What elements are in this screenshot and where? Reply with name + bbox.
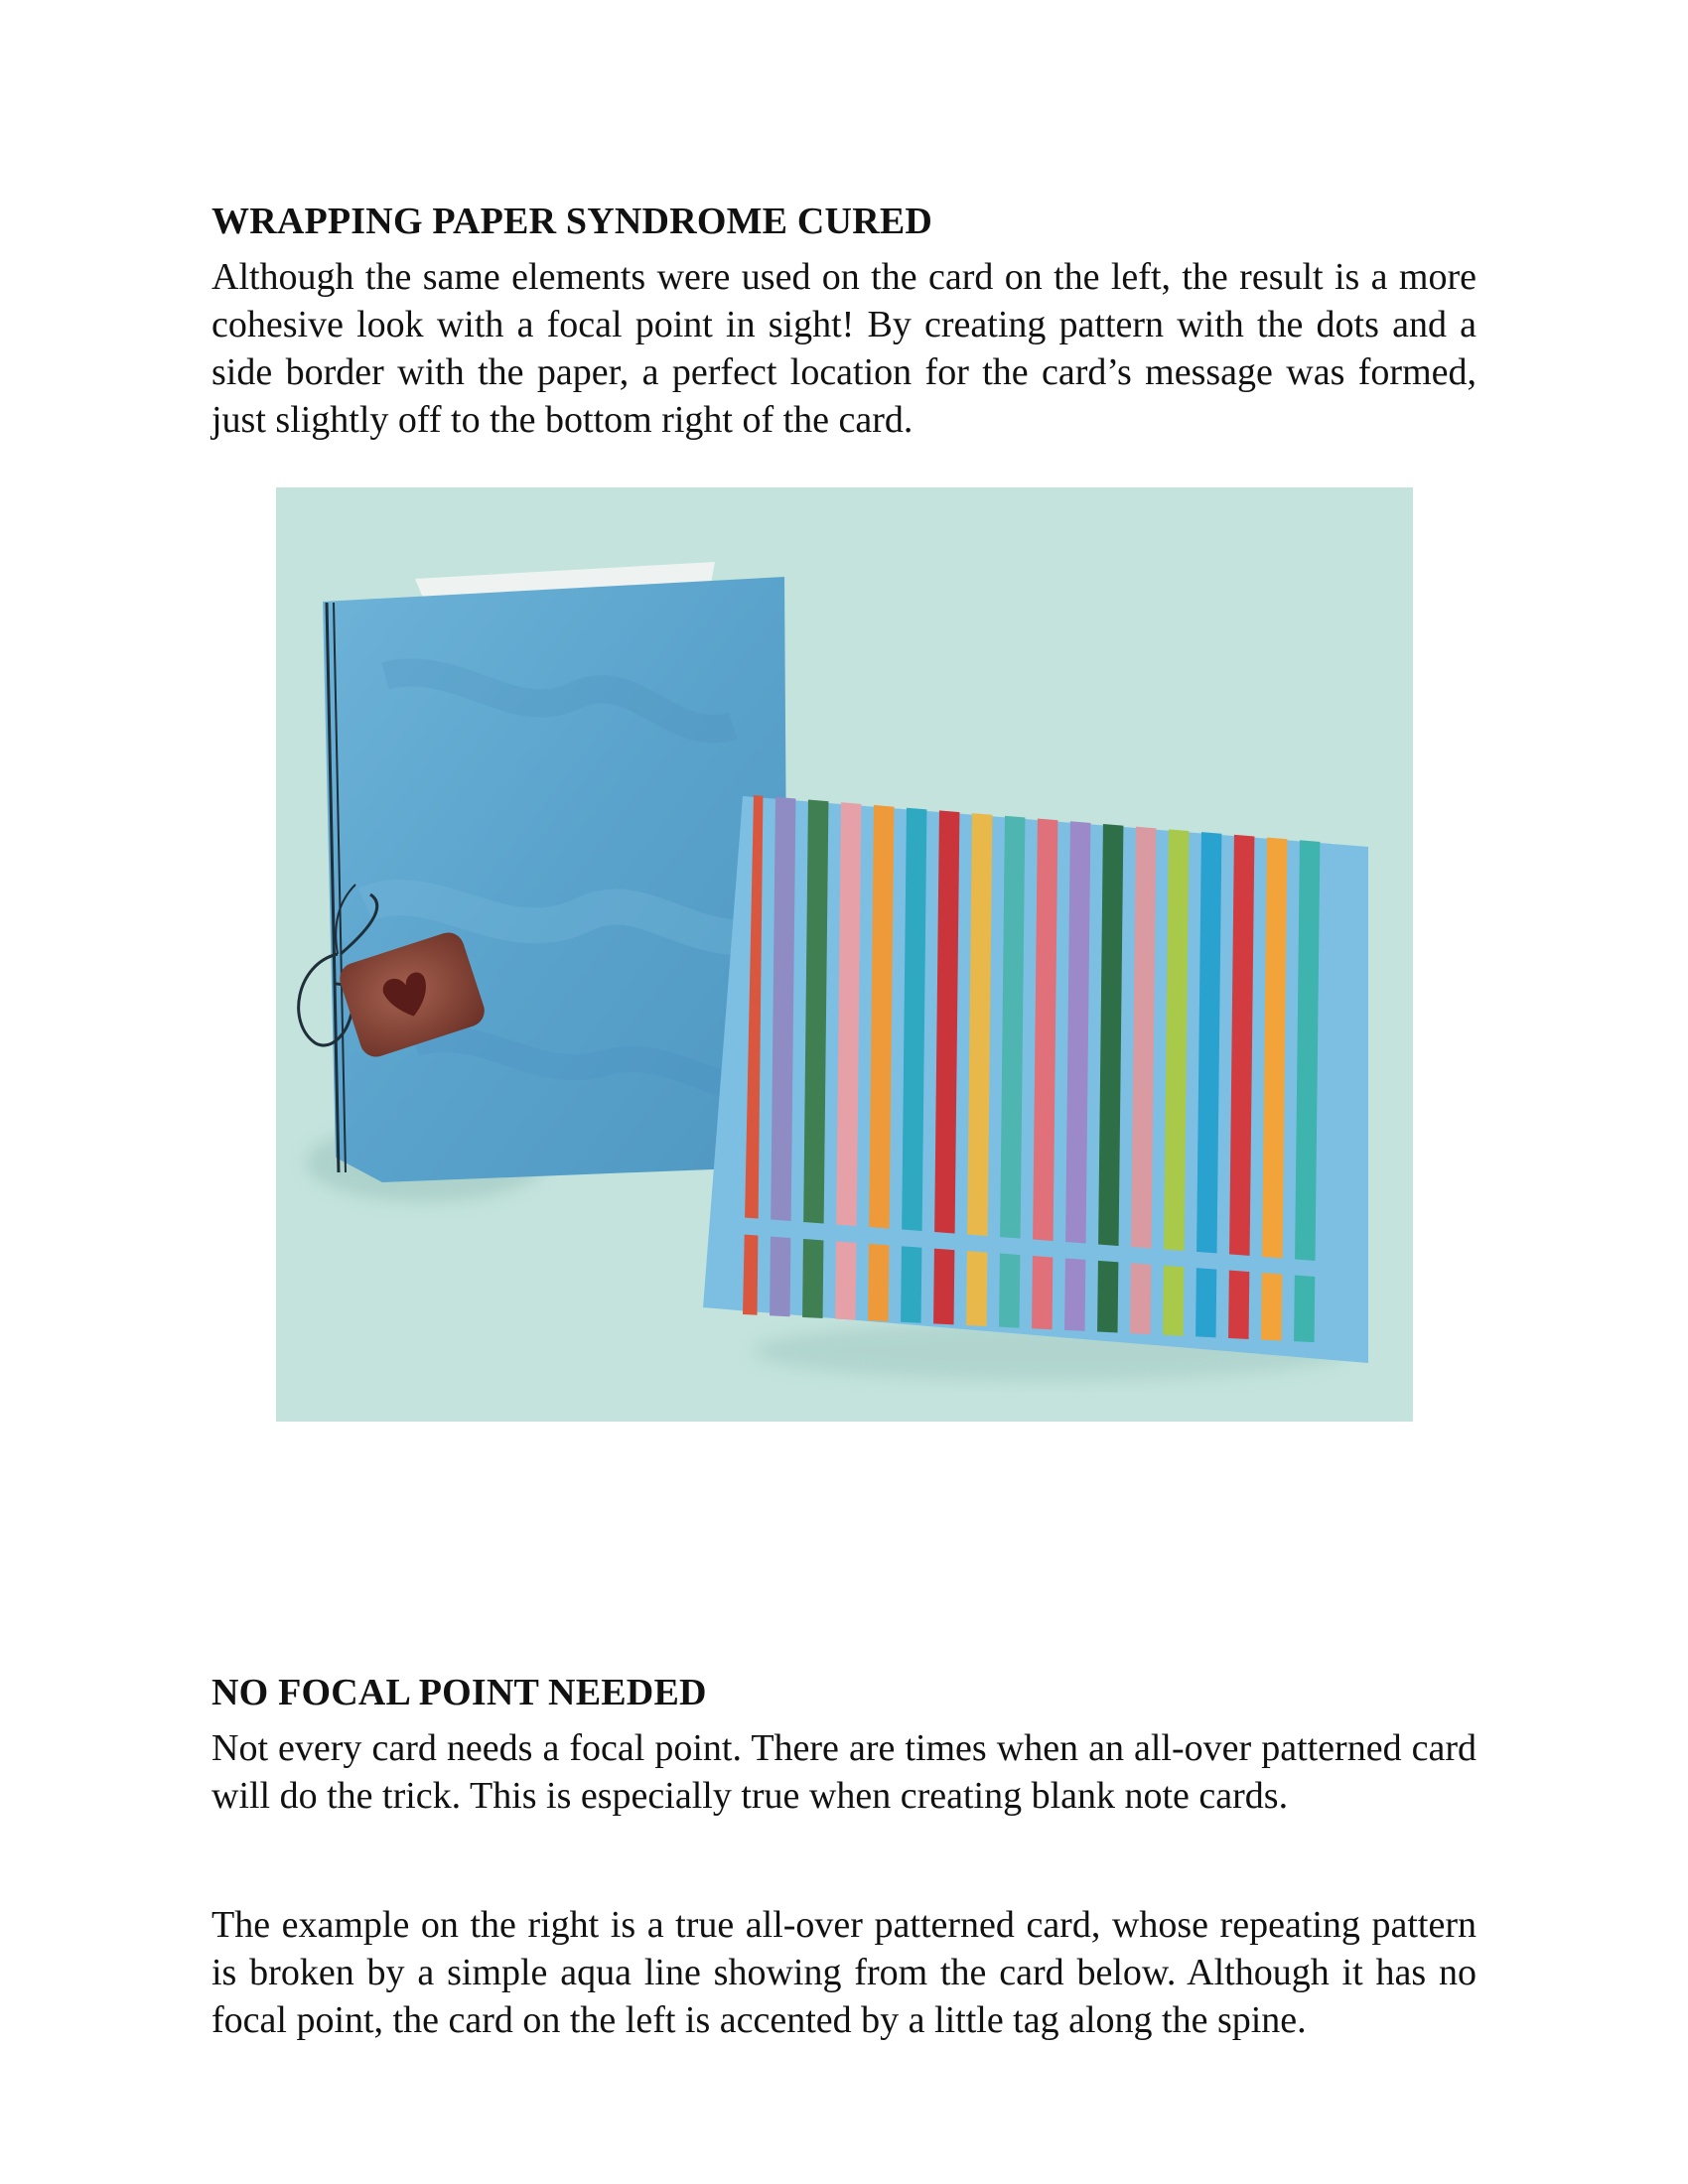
section-paragraph-1: Not every card needs a focal point. There are times when an all-over patterned card will do the trick. This is especially true when creating blank note cards.: [211, 1727, 1477, 1817]
section-paragraph-2: The example on the right is a true all-over patterned card, whose repeating pattern is broken by a simple aqua line showing from the card below. Although it has no focal point, the card on the left is accented by a little tag along the spine.: [211, 1904, 1477, 2041]
section-heading-wrapping-paper: WRAPPING PAPER SYNDROME CURED: [211, 201, 933, 242]
section-heading-no-focal-point: NO FOCAL POINT NEEDED: [211, 1672, 707, 1713]
cards-photo: [276, 487, 1413, 1422]
cards-illustration: [276, 487, 1413, 1422]
section-body-wrapping-paper: Although the same elements were used on the card on the left, the result is a more cohesive look with a focal point in sight! By creating pattern with the dots and a side border with the paper, a perfect location for the card’s message was formed, just slightly off to the bottom right of the card.: [211, 256, 1477, 441]
